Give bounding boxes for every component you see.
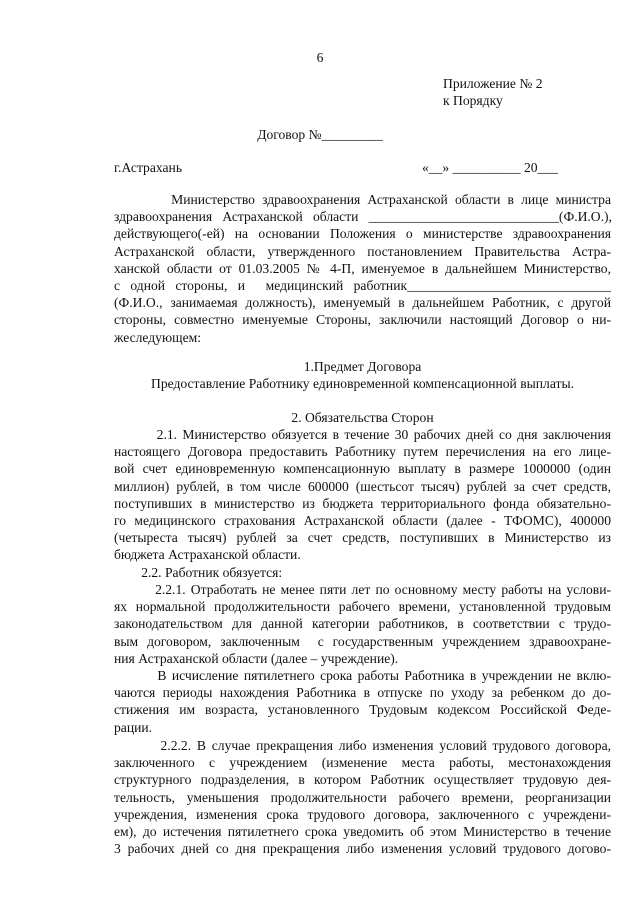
document-title: Договор №_________ (257, 127, 383, 142)
p2-2-2-line: 3 рабочих дней со дня прекращения либо изменения условий трудового догово- (114, 841, 611, 857)
intro-line: Министерство здравоохранения Астраханской области в лице министра (114, 192, 611, 207)
exclusion-line: В исчисление пятилетнего срока работы Работника в учреждении не вклю- (114, 668, 611, 683)
p2-1-line: миллион) рублей, в том числе 600000 (шестьсот тысяч) рублей за счет средств, (114, 478, 611, 494)
p2-1-line: го медицинского страхования Астраханской области (далее - ТФОМС), 400000 (114, 513, 611, 529)
paragraph-2-2-2 (114, 737, 611, 857)
intro-line: действующего(-ей) на основании Положения о министерстве здравоохранения (114, 226, 611, 242)
p2-2-2-line: тельность, уменьшения продолжительности рабочего времени, реорганизации (114, 789, 611, 805)
p2-2-1-line: законодательством для данной категории работников, в соответствии с трудо- (114, 616, 611, 632)
city: г.Астрахань (114, 160, 183, 175)
intro-line: Астраханской области, утвержденного постановлением Правительства Астра- (114, 243, 611, 259)
p2-2-2-line: 2.2.2. В случае прекращения либо изменения условий трудового договора, (114, 738, 611, 753)
p2-2-2-line: заключенного с учреждением (изменение места работы, местонахождения (114, 755, 611, 771)
section-1-heading: 1.Предмет Договора (303, 359, 422, 374)
p2-1-line: вой счет единовременную компенсационную выплату в размере 1000000 (один (114, 461, 611, 477)
p2-1-line: (четыреста тысяч) рублей за счет средств, поступивших в Министерство из (114, 530, 611, 546)
annex-line-2: к Порядку (443, 93, 503, 108)
p2-2-2-line: учреждения, изменения срока трудового договора, заключенного с учреждени- (114, 806, 611, 822)
p2-1-line: бюджета Астраханской области. (114, 547, 301, 563)
intro-line: стороны, совместно именуемые Стороны, заключили настоящий Договор о ни- (114, 312, 611, 328)
intro-paragraph (114, 191, 611, 346)
section-2-heading: 2. Обязательства Сторон (291, 410, 434, 425)
p2-1-line: 2.1. Министерство обязуется в течение 30 рабочих дней со дня заключения (114, 427, 611, 442)
p2-2-1-line: 2.2.1. Отработать не менее пяти лет по основному месту работы на услови- (114, 582, 611, 597)
annex-note (443, 75, 543, 109)
paragraph-2-2-1 (114, 581, 611, 667)
intro-line: с одной стороны, и медицинский работник______________________________ (114, 278, 611, 294)
paragraph-exclusion (114, 667, 611, 736)
intro-line: жеследующем: (114, 329, 202, 345)
p2-2-line: 2.2. Работник обязуется: (114, 565, 283, 580)
paragraph-2-2 (114, 564, 611, 581)
p2-2-2-line: структурного подразделения, в котором Работник осуществляет трудовую дея- (114, 772, 611, 788)
exclusion-line: стижения им возраста, установленного Трудовым кодексом Российской Феде- (114, 702, 611, 718)
intro-line: ханской области от 01.03.2005 № 4-П, именуемое в дальнейшем Министерство, (114, 260, 611, 276)
p2-2-1-line: вым договором, заключенным с государственным учреждением здравоохране- (114, 633, 611, 649)
p2-1-line: поступивших в министерство из бюджета территориального фонда обязательно- (114, 495, 611, 511)
p2-2-1-line: ния Астраханской области (далее – учреждение). (114, 650, 399, 666)
p2-2-2-line: ем), до истечения пятилетнего срока уведомить об этом Министерство в течение (114, 824, 611, 840)
section-1-text: Предоставление Работнику единовременной компенсационной выплаты. (151, 376, 574, 391)
page-number: 6 (316, 50, 324, 65)
p2-1-line: настоящего Договора предоставить Работнику путем перечисления на его лице- (114, 444, 611, 460)
date-line: «__» __________ 20___ (422, 160, 558, 175)
p2-2-1-line: ях нормальной продолжительности рабочего времени, установленной трудовым (114, 599, 611, 615)
exclusion-line: чаются периоды нахождения Работника в отпуске по уходу за ребенком до до- (114, 685, 611, 701)
intro-line: (Ф.И.О., занимаемая должность), именуемый в дальнейшем Работник, с другой (114, 295, 611, 311)
paragraph-2-1 (114, 426, 611, 564)
intro-line: здравоохранения Астраханской области ____________________________(Ф.И.О.), (114, 209, 612, 225)
annex-line-1: Приложение № 2 (443, 76, 543, 91)
exclusion-line: рации. (114, 719, 153, 735)
